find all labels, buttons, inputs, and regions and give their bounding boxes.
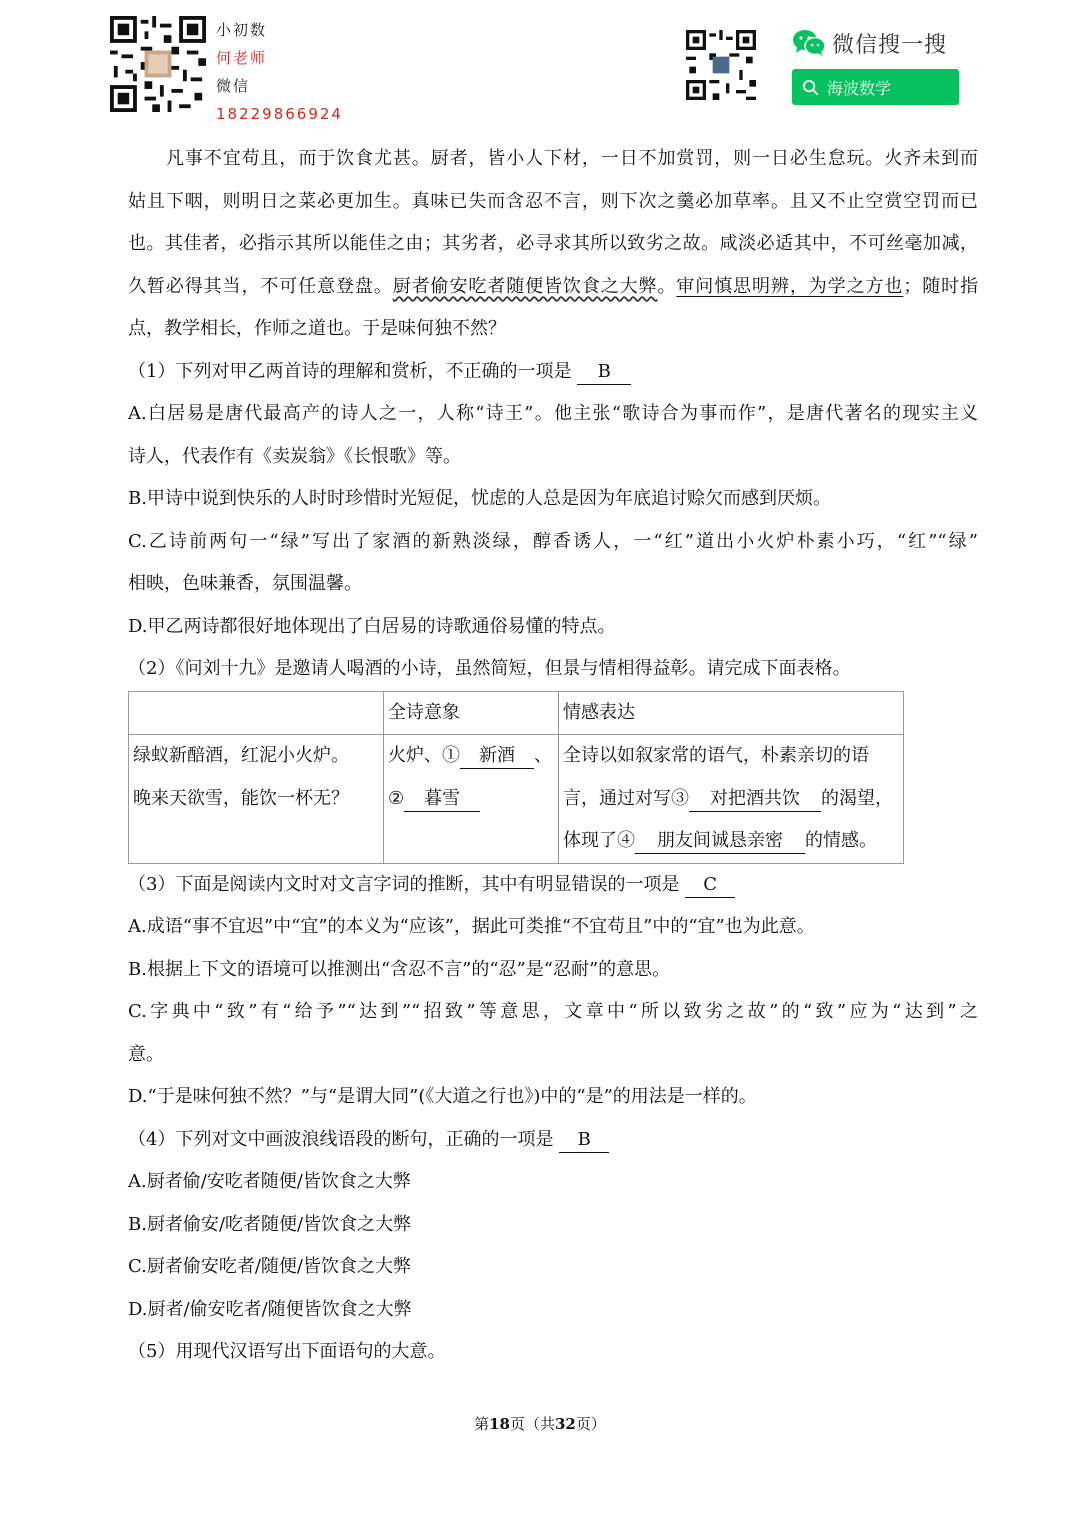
wechat-search-widget bbox=[792, 26, 962, 106]
footer-text: 页（共 bbox=[509, 1415, 555, 1433]
qr-code-icon bbox=[110, 16, 206, 112]
image-cell bbox=[384, 735, 559, 864]
question-4-stem bbox=[128, 1119, 978, 1162]
question-text: （4）下列对文中画波浪线语段的断句，正确的一项是 bbox=[128, 1128, 554, 1150]
q4-option-d: D.厨者/偷安吃者/随便皆饮食之大弊 bbox=[128, 1298, 412, 1320]
emotion-text: 体现了④ bbox=[563, 830, 635, 851]
q1-option-a-line-2: 诗人，代表作有《卖炭翁》《长恨歌》等。 bbox=[128, 445, 461, 467]
answer-blank-4: 朋友间诚恳亲密 bbox=[635, 829, 805, 854]
table-header-cell bbox=[559, 691, 904, 735]
emotion-cell bbox=[559, 735, 904, 864]
q1-option-c-line-2: 相映，色味兼香，氛围温馨。 bbox=[128, 573, 362, 594]
image-text: ② bbox=[388, 787, 405, 809]
emotion-line-1: 全诗以如叙家常的语气，朴素亲切的语 bbox=[563, 745, 869, 766]
qr-code-small-icon bbox=[686, 30, 756, 100]
header-line-3: 微信 bbox=[216, 77, 251, 95]
image-line-1 bbox=[388, 735, 554, 778]
question-2-stem: （2）《问刘十九》是邀请人喝酒的小诗，虽然简短，但景与情相得益彰。请完成下面表格。 bbox=[128, 658, 851, 679]
q3-option-d: D.“于是味何独不然？”与“是谓大同”(《大道之行也》)中的“是”的用法是一样的。 bbox=[128, 1086, 757, 1107]
table-row bbox=[129, 735, 904, 864]
wechat-search-button[interactable] bbox=[792, 69, 959, 105]
passage-line-5: 点，教学相长，作师之道也。于是味何独不然？ bbox=[128, 318, 506, 339]
passage-text: ；随时指 bbox=[903, 275, 979, 297]
question-text: （3）下面是阅读内文时对文言字词的推断，其中有明显错误的一项是 bbox=[128, 873, 680, 895]
answer-blank: B bbox=[559, 1128, 609, 1153]
poem-line-1: 绿蚁新醅酒，红泥小火炉。 bbox=[133, 745, 349, 766]
total-pages: 32 bbox=[555, 1415, 576, 1433]
emotion-text: 的情感。 bbox=[805, 830, 877, 851]
current-page: 18 bbox=[489, 1415, 510, 1433]
wechat-search-label: 微信搜一搜 bbox=[832, 32, 948, 58]
passage-line-4 bbox=[128, 266, 978, 309]
header-line-2: 何老师 bbox=[216, 49, 268, 67]
q3-option-a: A.成语“事不宜迟”中“宜”的本义为“应该”，据此可类推“不宜苟且”中的“宜”也为此意。 bbox=[128, 916, 815, 937]
poem-line-2: 晚来天欲雪，能饮一杯无？ bbox=[133, 787, 349, 809]
document-body bbox=[128, 138, 978, 1374]
q1-option-b: B.甲诗中说到快乐的人时时珍惜时光短促，忧虑的人总是因为年底追讨赊欠而感到厌烦。 bbox=[128, 488, 831, 509]
answer-blank: B bbox=[577, 360, 631, 385]
underlined-sentence: 审问慎思明辨，为学之方也 bbox=[676, 275, 904, 297]
table-cell bbox=[129, 691, 384, 735]
q4-option-b: B.厨者偷安/吃者随便/皆饮食之大弊 bbox=[128, 1213, 412, 1235]
answer-blank-1: 新酒 bbox=[460, 744, 534, 769]
wechat-search-button-label: 海波数学 bbox=[827, 78, 892, 98]
question-text: （1）下列对甲乙两首诗的理解和赏析，不正确的一项是 bbox=[128, 360, 572, 382]
poem-table bbox=[128, 691, 904, 864]
poem-cell bbox=[129, 735, 384, 864]
q3-option-b: B.根据上下文的语境可以推测出“含忍不言”的“忍”是“忍耐”的意思。 bbox=[128, 958, 671, 980]
wavy-underlined-sentence: 厨者偷安吃者随便皆饮食之大弊 bbox=[392, 275, 658, 297]
header-contact bbox=[110, 16, 350, 123]
question-3-stem bbox=[128, 864, 978, 907]
header-contact-text bbox=[216, 16, 343, 128]
page-footer bbox=[0, 1413, 1080, 1434]
wechat-icon bbox=[792, 29, 826, 57]
q4-option-a: A.厨者偷/安吃者随便/皆饮食之大弊 bbox=[128, 1171, 411, 1192]
answer-blank-3: 对把酒共饮 bbox=[689, 787, 821, 812]
q1-option-a-line-1: A.白居易是唐代最高产的诗人之一，人称“诗王”。他主张“歌诗合为事而作”，是唐代著名的现实主义 bbox=[128, 403, 978, 424]
table-header-row bbox=[129, 691, 904, 735]
emotion-line-2 bbox=[563, 778, 899, 821]
image-text: 、 bbox=[534, 745, 552, 766]
emotion-text: 的渴望， bbox=[821, 787, 893, 809]
question-1-stem bbox=[128, 351, 978, 394]
answer-blank: C bbox=[685, 873, 735, 898]
passage-line-2: 姑且下咽，则明日之菜必更加生。真味已失而含忍不言，则下次之羹必加草率。且又不止空赏空罚而已 bbox=[128, 190, 978, 212]
image-text: 火炉、① bbox=[388, 745, 460, 766]
image-line-2 bbox=[388, 778, 554, 821]
q1-option-d: D.甲乙两诗都很好地体现出了白居易的诗歌通俗易懂的特点。 bbox=[128, 615, 616, 637]
table-header-cell bbox=[384, 691, 559, 735]
q3-option-c-line-1: C.字典中“致”有“给予”“达到”“招致”等意思，文章中“所以致劣之故”的“致”应为“达到”之 bbox=[128, 1001, 978, 1022]
passage-text: 。 bbox=[657, 275, 677, 297]
header-line-1: 小初数 bbox=[216, 21, 268, 39]
answer-blank-2: 暮雪 bbox=[404, 787, 480, 812]
footer-text: 第 bbox=[474, 1415, 490, 1433]
emotion-line-3 bbox=[563, 820, 899, 863]
wechat-search-title bbox=[792, 26, 947, 60]
header-phone: 18229866924 bbox=[216, 105, 343, 123]
search-icon bbox=[802, 79, 819, 96]
question-5-stem: （5）用现代汉语写出下面语句的大意。 bbox=[128, 1341, 446, 1362]
emotion-text: 言，通过对写③ bbox=[563, 787, 689, 809]
col-image-header: 全诗意象 bbox=[388, 701, 460, 723]
q4-option-c: C.厨者偷安吃者/随便/皆饮食之大弊 bbox=[128, 1256, 411, 1277]
passage-line-3: 也。其佳者，必指示其所以能佳之由；其劣者，必寻求其所以致劣之故。咸淡必适其中，不可丝毫加减， bbox=[128, 233, 978, 254]
col-emotion-header: 情感表达 bbox=[563, 701, 635, 723]
q1-option-c-line-1: C.乙诗前两句一“绿”写出了家酒的新熟淡绿，醇香诱人，一“红”道出小火炉朴素小巧，“红”“绿” bbox=[128, 530, 978, 552]
passage-text: 久暂必得其当，不可任意登盘。 bbox=[128, 275, 393, 297]
q3-option-c-line-2: 意。 bbox=[128, 1043, 164, 1065]
footer-text: 页） bbox=[575, 1415, 606, 1433]
passage-line-1: 凡事不宜苟且，而于饮食尤甚。厨者，皆小人下材，一日不加赏罚，则一日必生怠玩。火齐未到而 bbox=[166, 148, 978, 169]
